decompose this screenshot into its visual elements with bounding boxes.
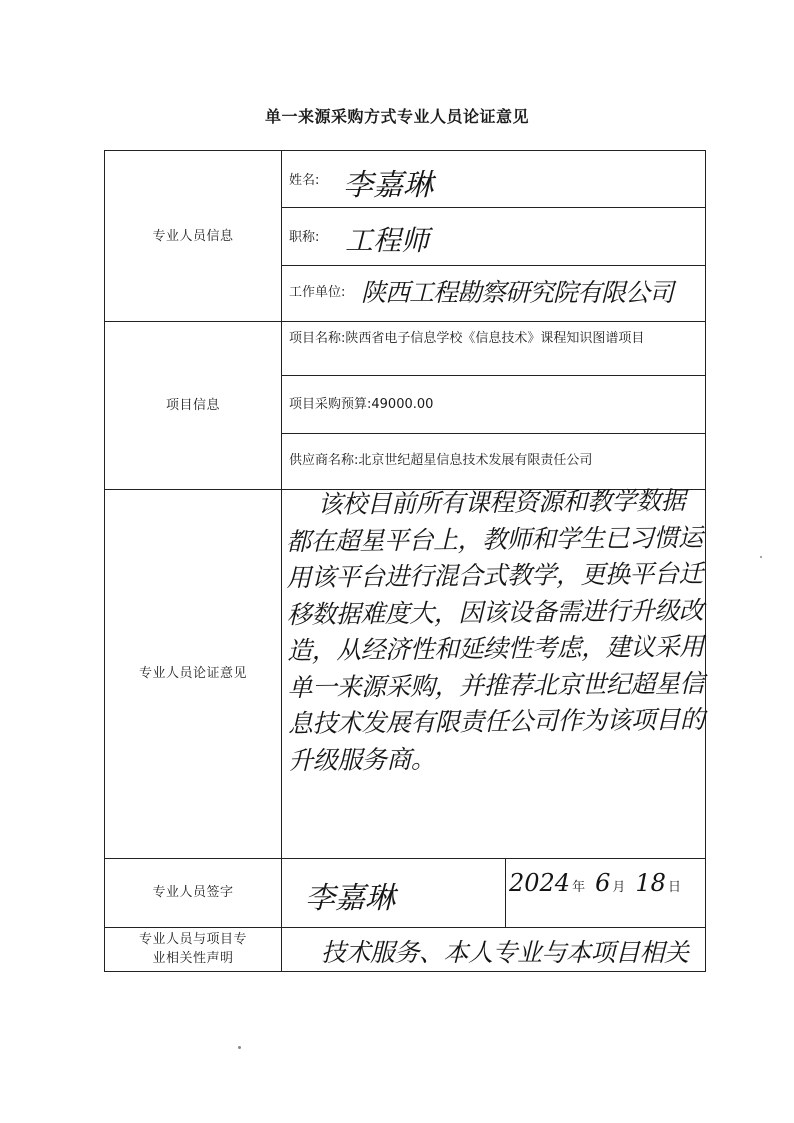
relevance-statement: 技术服务、本人专业与本项目相关 [321, 938, 689, 967]
relevance-label: 专业人员与项目专业相关性声明 [139, 932, 248, 966]
supplier-row [289, 451, 592, 470]
signature-date [509, 869, 691, 897]
supplier-value: 北京世纪超星信息技术发展有限责任公司 [358, 453, 593, 468]
project-budget-row [289, 395, 433, 414]
title-field-label: 职称: [289, 230, 320, 245]
date-year-suffix: 年 [572, 880, 586, 895]
scan-speck [760, 556, 762, 558]
project-budget-value: 49000.00 [371, 397, 434, 412]
personnel-info-label: 专业人员信息 [152, 228, 234, 244]
date-year: 2024 [509, 869, 571, 897]
column-divider [281, 151, 282, 971]
supplier-label: 供应商名称: [289, 453, 359, 468]
scan-speck [238, 1046, 241, 1049]
signature-label: 专业人员签字 [152, 885, 234, 900]
title-field-value: 工程师 [345, 224, 430, 257]
project-name-value: 陕西省电子信息学校《信息技术》课程知识图谱项目 [345, 331, 645, 346]
certification-form-table [104, 150, 706, 972]
date-month-suffix: 月 [612, 880, 626, 895]
name-field-value: 李嘉琳 [343, 168, 433, 203]
document-title: 单一来源采购方式专业人员论证意见 [264, 107, 529, 126]
row-divider [281, 433, 705, 434]
employer-field-value: 陕西工程勘察研究院有限公司 [361, 278, 674, 307]
date-day: 18 [635, 869, 666, 897]
project-budget-label: 项目采购预算: [289, 397, 372, 412]
row-divider [281, 207, 705, 208]
opinion-label: 专业人员论证意见 [138, 666, 247, 681]
signature-date-divider [505, 858, 506, 927]
signature-handwritten: 李嘉琳 [305, 881, 395, 916]
project-info-label: 项目信息 [165, 397, 220, 413]
row-divider [281, 265, 705, 266]
date-day-suffix: 日 [667, 880, 681, 895]
date-month: 6 [595, 869, 611, 897]
name-field-label: 姓名: [289, 173, 320, 188]
opinion-handwritten-text: 该校目前所有课程资源和教学数据都在超星平台上，教师和学生已习惯运用该平台进行混合式教学，更换平台迁移数据难度大，因该设备需进行升级改造，从经济性和延续性考虑，建议采用单一来源采购，并推荐北京世纪超星信息技术发展有限责任公司作为该项目的升级服务商。 [285, 486, 705, 775]
project-name-label: 项目名称: [289, 331, 346, 346]
row-divider [281, 375, 705, 376]
project-name-row [289, 329, 699, 348]
employer-field-label: 工作单位: [289, 285, 346, 300]
